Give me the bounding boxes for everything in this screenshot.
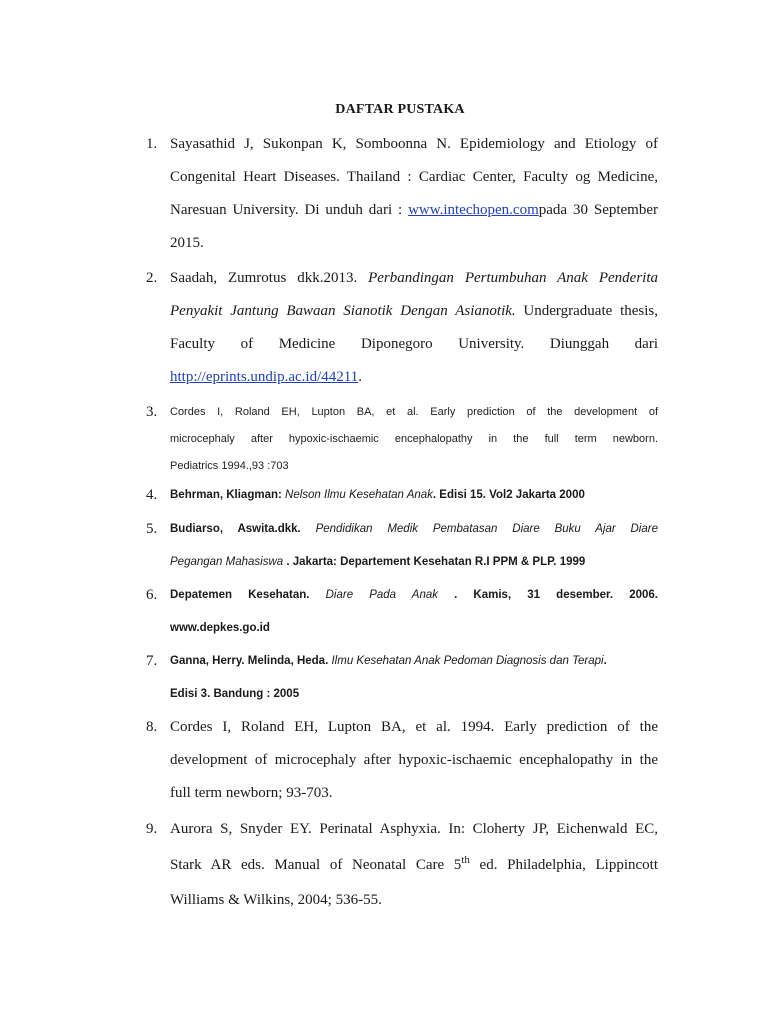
- reference-line: Naresuan University. Di unduh dari : www.intechopen.compada 30 September: [170, 202, 658, 218]
- reference-line: microcephaly after hypoxic-ischaemic encephalopathy in the full term newborn.: [170, 433, 658, 445]
- eprints-link[interactable]: http://eprints.undip.ac.id/44211: [170, 369, 359, 385]
- reference-number: 6.: [146, 587, 158, 603]
- reference-number: 4.: [146, 487, 158, 503]
- page-title: DAFTAR PUSTAKA: [335, 102, 465, 117]
- reference-line: full term newborn; 93-703.: [170, 785, 333, 801]
- reference-line: Depatemen Kesehatan. Diare Pada Anak . Kamis, 31 desember. 2006.: [170, 589, 658, 601]
- reference-number: 5.: [146, 521, 158, 537]
- reference-line: Faculty of Medicine Diponegoro University. Diunggah dari: [170, 336, 658, 352]
- reference-line: Pediatrics 1994.,93 :703: [170, 460, 289, 472]
- reference-line: Penyakit Jantung Bawaan Sianotik Dengan Asianotik. Undergraduate thesis,: [170, 303, 658, 319]
- reference-line: Aurora S, Snyder EY. Perinatal Asphyxia. In: Cloherty JP, Eichenwald EC,: [170, 821, 658, 837]
- reference-line: Budiarso, Aswita.dkk. Pendidikan Medik Pembatasan Diare Buku Ajar Diare: [170, 523, 658, 535]
- reference-line: http://eprints.undip.ac.id/44211.: [170, 369, 362, 385]
- reference-number: 7.: [146, 653, 158, 669]
- reference-line: Ganna, Herry. Melinda, Heda. Ilmu Kesehatan Anak Pedoman Diagnosis dan Terapi.: [170, 655, 607, 667]
- reference-number: 3.: [146, 404, 158, 420]
- reference-line: Pegangan Mahasiswa . Jakarta: Departement Kesehatan R.I PPM & PLP. 1999: [170, 556, 586, 568]
- reference-line: Sayasathid J, Sukonpan K, Somboonna N. Epidemiology and Etiology of: [170, 136, 658, 152]
- reference-line: Behrman, Kliagman: Nelson Ilmu Kesehatan Anak. Edisi 15. Vol2 Jakarta 2000: [170, 489, 585, 501]
- reference-line: Edisi 3. Bandung : 2005: [170, 688, 300, 700]
- reference-line: Cordes I, Roland EH, Lupton BA, et al. 1994. Early prediction of the: [170, 719, 658, 735]
- reference-number: 9.: [146, 821, 158, 837]
- reference-line: Williams & Wilkins, 2004; 536-55.: [170, 892, 382, 908]
- intechopen-link[interactable]: www.intechopen.com: [408, 202, 539, 218]
- reference-line: Congenital Heart Diseases. Thailand : Cardiac Center, Faculty og Medicine,: [170, 169, 658, 185]
- reference-number: 1.: [146, 136, 158, 152]
- reference-number: 8.: [146, 719, 158, 735]
- reference-line: www.depkes.go.id: [170, 622, 270, 634]
- reference-line: Stark AR eds. Manual of Neonatal Care 5th ed. Philadelphia, Lippincott: [170, 854, 658, 873]
- reference-line: Saadah, Zumrotus dkk.2013. Perbandingan Pertumbuhan Anak Penderita: [170, 270, 658, 286]
- reference-line: 2015.: [170, 235, 204, 251]
- reference-line: development of microcephaly after hypoxic-ischaemic encephalopathy in the: [170, 752, 658, 768]
- reference-number: 2.: [146, 270, 158, 286]
- reference-line: Cordes I, Roland EH, Lupton BA, et al. Early prediction of the development of: [170, 406, 658, 418]
